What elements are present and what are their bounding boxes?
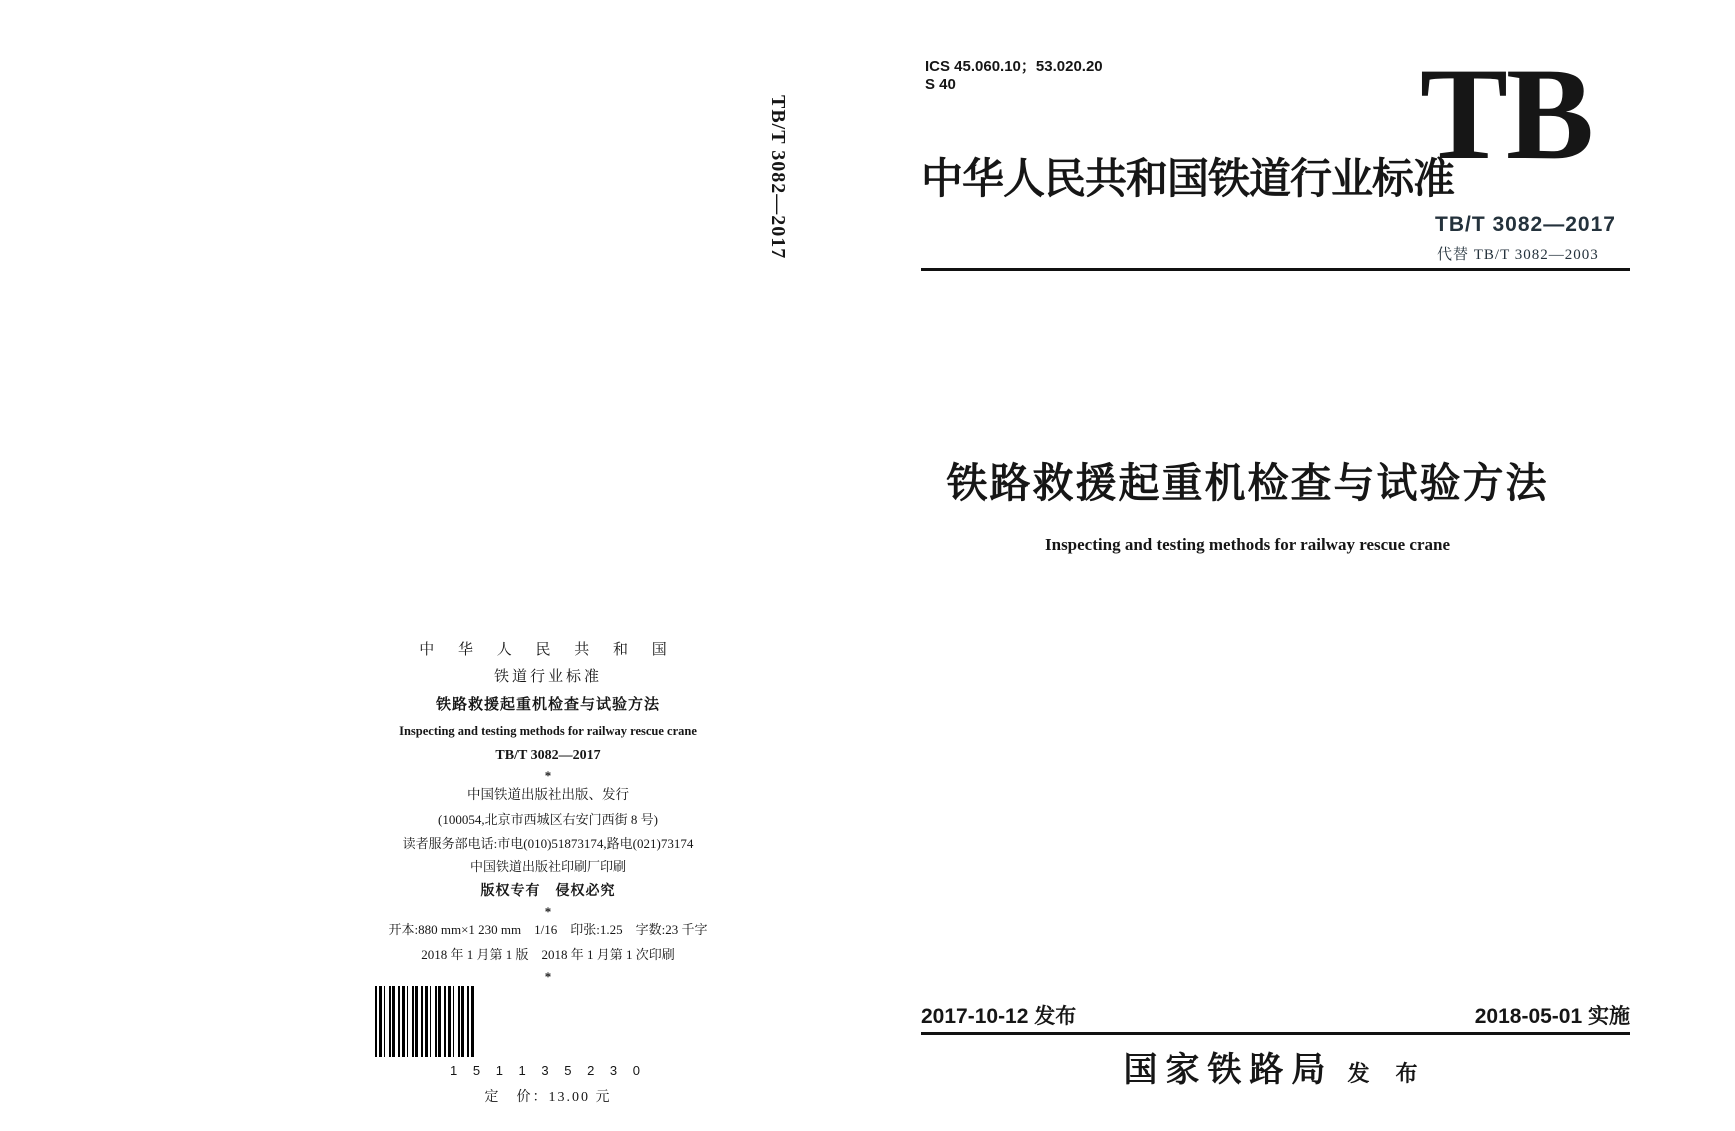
barcode-image	[375, 986, 475, 1057]
colophon-format-line: 开本:880 mm×1 230 mm 1/16 印张:1.25 字数:23 千字	[388, 922, 708, 938]
colophon-publisher: 中国铁道出版社出版、发行	[467, 786, 629, 802]
colophon-country-line: 中 华 人 民 共 和 国	[419, 642, 677, 658]
document-title-en: Inspecting and testing methods for railway rescue crane	[1045, 535, 1450, 554]
colophon-address: (100054,北京市西城区右安门西街 8 号)	[438, 811, 658, 827]
implementation-date: 2018-05-01 实施	[1474, 1005, 1630, 1028]
colophon-printer: 中国铁道出版社印刷厂印刷	[469, 858, 626, 874]
issuer-action-label: 发 布	[1347, 1061, 1428, 1086]
price-line: 定 价：13.00 元	[484, 1090, 612, 1106]
colophon-edition-line: 2018 年 1 月第 1 版 2018 年 1 月第 1 次印刷	[421, 946, 675, 962]
ics-code: ICS 45.060.10；53.020.20	[925, 58, 1103, 75]
header-rule	[921, 268, 1630, 271]
s-classification-code: S 40	[925, 76, 956, 93]
separator-star: *	[544, 968, 552, 984]
replaces-note: 代替 TB/T 3082—2003	[1437, 247, 1599, 263]
colophon-title-cn: 铁路救援起重机检查与试验方法	[435, 696, 660, 713]
issue-date: 2017-10-12 发布	[921, 1005, 1077, 1028]
document-title-cn: 铁路救援起重机检查与试验方法	[946, 460, 1549, 506]
standard-heading: 中华人民共和国铁道行业标准	[921, 157, 1455, 203]
title-block	[921, 450, 1630, 555]
separator-star: *	[544, 903, 552, 919]
colophon-block	[375, 640, 721, 1108]
standard-number: TB/T 3082—2017	[1435, 213, 1616, 236]
barcode-number: 1 5 1 1 3 5 2 3 0	[450, 1063, 646, 1079]
colophon-standard-number: TB/T 3082—2017	[495, 747, 601, 763]
colophon-title-en: Inspecting and testing methods for railway rescue crane	[399, 724, 697, 738]
issuer-row	[921, 1042, 1630, 1091]
footer-rule	[921, 1032, 1630, 1035]
colophon-series-line: 铁道行业标准	[493, 669, 602, 685]
tb-standard-logo: TB	[1419, 40, 1592, 187]
date-row	[921, 1000, 1630, 1030]
ics-code-block	[925, 58, 1103, 112]
colophon-telephone: 读者服务部电话:市电(010)51873174,路电(021)73174	[402, 835, 694, 851]
spine-standard-number: TB/T 3082—2017	[767, 95, 789, 260]
issuing-authority: 国家铁路局	[1123, 1052, 1334, 1089]
separator-star: *	[544, 768, 552, 784]
colophon-copyright-notice: 版权专有 侵权必究	[480, 882, 616, 899]
